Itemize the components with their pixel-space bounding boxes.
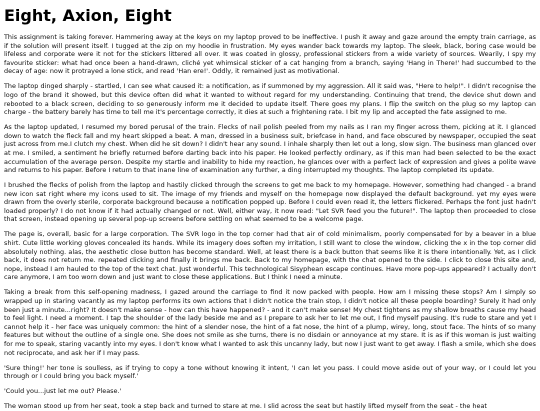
paragraph: 'Could you...just let me out? Please.' [4,387,122,396]
paragraph: The woman stood up from her seat, took a step back and turned to stare at me. I slid across the seat but hastily lifted myself from the seat - the heat [4,402,487,411]
paragraph: Taking a break from this self-opening madness, I gazed around the carriage to find it now packed with people. How am I missing these stops? Am I simply so wrapped up in staring vacantly as my laptop performs its own actions that I didn't notice the train stop, I didn't notice all these people boarding? Surely it had only been just a minute...right? It doesn't make sense - how can this have happened? - and it can't make sense! My chest tightens as my shallow breaths cause my head to feel light. I need a moment. I tap the shoulder of the lady beside me and as I prepare to ask her to let me out, I find myself pausing. It's rude to stare and yet I cannot help it - her face was uniquely common: the hint of a slender nose, the hint of a fat nose, the hint of a plump, wirey, long, stout face. The hints of so many features but without the outline of a single one. She does not smile as she turns, there is no disdain or annoyance at my stare. It is as if this woman is just waiting for me to speak, staring vacantly into my eyes. I don't know what I wanted to ask this uncanny lady, but now I just want to get away. I flash a smile, which she does not reciprocate, and ask her if I may pass. [4,288,536,357]
paragraph: The laptop dinged sharply - startled, I can see what caused it: a notification, as if summoned by my aggression. All it said was, "Here to help!". I didn't recognise the logo of the brand it showed, but this device often did what it wanted to without regard for my understanding. Continuing that trend, the device shut down and rebooted to a black screen, deciding to so generously inform me it decided to update itself. There goes my plans. I flip the switch on the plug so my laptop can charge - the battery barely has time to tell me it's percentage correctly, it dies at such a frightening rate. I bit my lip and accepted the fate assigned to me. [4,82,536,117]
paragraph: 'Sure thing!' her tone is soulless, as if trying to copy a tone without knowing it intent, 'I can let you pass. I could move aside out of your way, or I could let you through or I could bring you back myself.' [4,363,536,381]
paragraph: The page is, overall, basic for a large corporation. The SVR logo in the top corner had that air of cold minimalism, poorly compensated for by a beaver in a blue shirt. Cute little working gloves concealed its hands. While its imagery does soften my irritation, I still want to close the window, clicking the x in the top corner did absolutely nothing. alas, the aesthetic close button has become standard. Well, at least there is a back button that seems like it is there intentionally. Yet, as I click back, it does not return me. repeated clicking and finally it brings me back. Back to my homepage, with the chat opened to the side. I click to close this site and, nope, instead I am hauled to the top of the text chat. Just wonderful. This technological Sisyphean escape continues. Have more pop-ups appeared? I actually don't care anymore, I am too worn down and just want to close these applications. But I think I need a minute. [4,230,536,282]
paragraph: I brushed the flecks of polish from the laptop and hastily clicked through the screens to get me back to my homepage. However, something had changed - a brand new icon sat right where my icons used to sit. The image of my friends and myself on the homepage now displayed the default background. yet my eyes were drawn from the overly sterile, corporate background because a notification popped up. Before I could even read it, the letters flickered. Perhaps the font just hadn't loaded properly? I do not know if it had actually changed or not. Well, either way, it now read: "Let SVR feed you the future!". The laptop then proceeded to close that screen, instead opening up several pop-up screens before settling on what seemed to be a welcome page. [4,181,536,224]
paragraph: As the laptop updated, I resumed my bored perusal of the train. Flecks of nail polish peeled from my nails as I ran my finger across them, picking at it. I glanced down to watch the fleck fall and my heart skipped a beat. A man, dressed in a business suit, briefcase in hand, and face obscured by newspaper, occupied the seat just across from me.I clutch my chest. When did he sit down? I didn't hear any sound. I inhale sharply then let out a long, slow sign. The business man glanced over at me. I smiled, a sentiment he briefly returned before darting back into his paper. He looked perfectly ordinary, as if this man had been selected to be the exact accumulation of the average person. Despite my startle and inability to hide my reaction, he glances over with a perfect lack of expression and gives a polite wave and returns to his paper. Before I return to that inane line of examination any further, a ding interrupted my thoughts. The laptop completed its update. [4,123,536,175]
document-title: Eight, Axion, Eight [4,6,172,25]
paragraph: This assignment is taking forever. Hammering away at the keys on my laptop proved to be ineffective. I push it away and gaze around the empty train carriage, as if the solution will present itself. I tugged at the zip on my hoodie in frustration. My eyes wander back towards my laptop. The sleek, black, boring case would be lifeless and corporate were it not for the stickers littered all over. It was coated in glossy, professional stickers from a wide variety of sources. Wearily, I spy my favourite sticker: what had once been a hand-drawn, cliché yet whimsical sticker of a cat hanging from a branch, saying 'Hang in There!' had succumbed to the decay of age: now it protrayed a lone stick, and read 'Han ere!'. Oddly, it remained just as motivational. [4,33,536,76]
